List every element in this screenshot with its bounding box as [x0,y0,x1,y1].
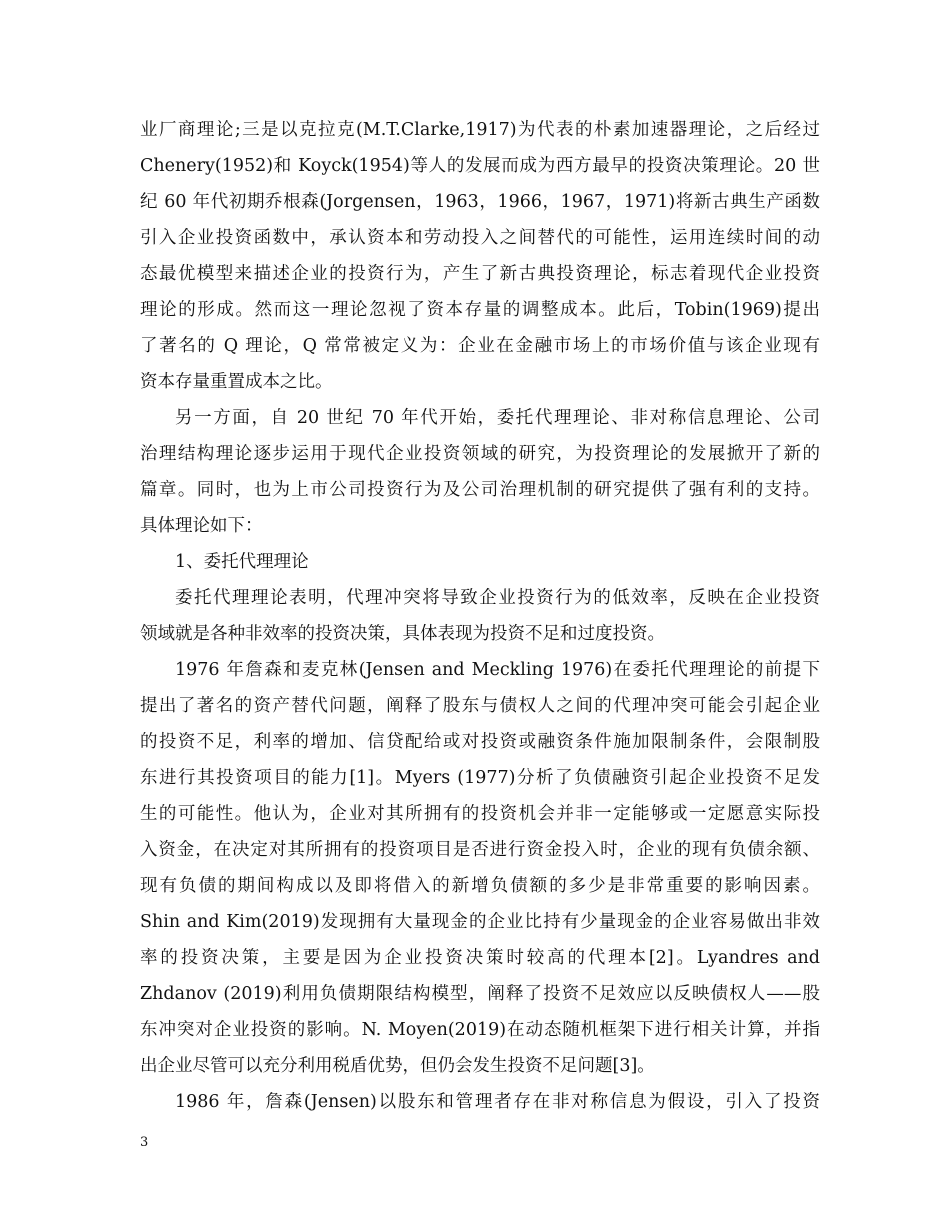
text-line: 态最优模型来描述企业的投资行为，产生了新古典投资理论，标志着现代企业投资 [140,264,820,284]
text-line: 另一方面，自 20 世纪 70 年代开始，委托代理理论、非对称信息理论、公司 [175,408,820,428]
text-line: Shin and Kim(2019)发现拥有大量现金的企业比持有少量现金的企业容易做出非效 [140,912,820,932]
text-line: 的投资不足，利率的增加、信贷配给或对投资或融资条件施加限制条件，会限制股 [140,732,820,752]
text-line: 了著名的 Q 理论，Q 常常被定义为：企业在金融市场上的市场价值与该企业现有 [140,336,820,356]
text-line: 率的投资决策，主要是因为企业投资决策时较高的代理本[2]。Lyandres and [140,948,820,968]
text-line: 引入企业投资函数中，承认资本和劳动投入之间替代的可能性，运用连续时间的动 [140,228,820,248]
text-line: 现有负债的期间构成以及即将借入的新增负债额的多少是非常重要的影响因素。 [140,876,820,896]
text-line: 具体理论如下： [140,516,263,536]
text-line: 生的可能性。他认为，企业对其所拥有的投资机会并非一定能够或一定愿意实际投 [140,804,820,824]
text-line: 资本存量重置成本之比。 [140,372,333,392]
text-line: Chenery(1952)和 Koyck(1954)等人的发展而成为西方最早的投资决策理论。20 世 [140,156,820,176]
text-line: 纪 60 年代初期乔根森(Jorgensen，1963，1966，1967，1971)将新古典生产函数 [140,192,820,212]
page-number: 3 [140,1135,149,1150]
text-line: 委托代理理论表明，代理冲突将导致企业投资行为的低效率，反映在企业投资 [175,588,820,608]
text-line: 提出了著名的资产替代问题，阐释了股东与债权人之间的代理冲突可能会引起企业 [140,696,820,716]
text-line: Zhdanov (2019)利用负债期限结构模型，阐释了投资不足效应以反映债权人——股 [140,984,820,1004]
text-line: 理论的形成。然而这一理论忽视了资本存量的调整成本。此后，Tobin(1969)提出 [140,300,820,320]
text-line: 1976 年詹森和麦克林(Jensen and Meckling 1976)在委托代理理论的前提下 [175,660,820,680]
text-line: 东冲突对企业投资的影响。N. Moyen(2019)在动态随机框架下进行相关计算，并指 [140,1020,820,1040]
text-line: 业厂商理论;三是以克拉克(M.T.Clarke,1917)为代表的朴素加速器理论，之后经过 [140,120,820,140]
text-line: 东进行其投资项目的能力[1]。Myers (1977)分析了负债融资引起企业投资不足发 [140,768,820,788]
text-line: 入资金，在决定对其所拥有的投资项目是否进行资金投入时，企业的现有负债余额、 [140,840,820,860]
text-line: 1986 年，詹森(Jensen)以股东和管理者存在非对称信息为假设，引入了投资 [175,1092,820,1112]
text-line: 治理结构理论逐步运用于现代企业投资领域的研究，为投资理论的发展掀开了新的 [140,444,820,464]
text-line: 篇章。同时，也为上市公司投资行为及公司治理机制的研究提供了强有利的支持。 [140,480,820,500]
text-line: 领域就是各种非效率的投资决策，具体表现为投资不足和过度投资。 [140,624,665,644]
text-line: 出企业尽管可以充分利用税盾优势，但仍会发生投资不足问题[3]。 [140,1056,655,1076]
section-heading: 1、委托代理理论 [175,552,309,572]
